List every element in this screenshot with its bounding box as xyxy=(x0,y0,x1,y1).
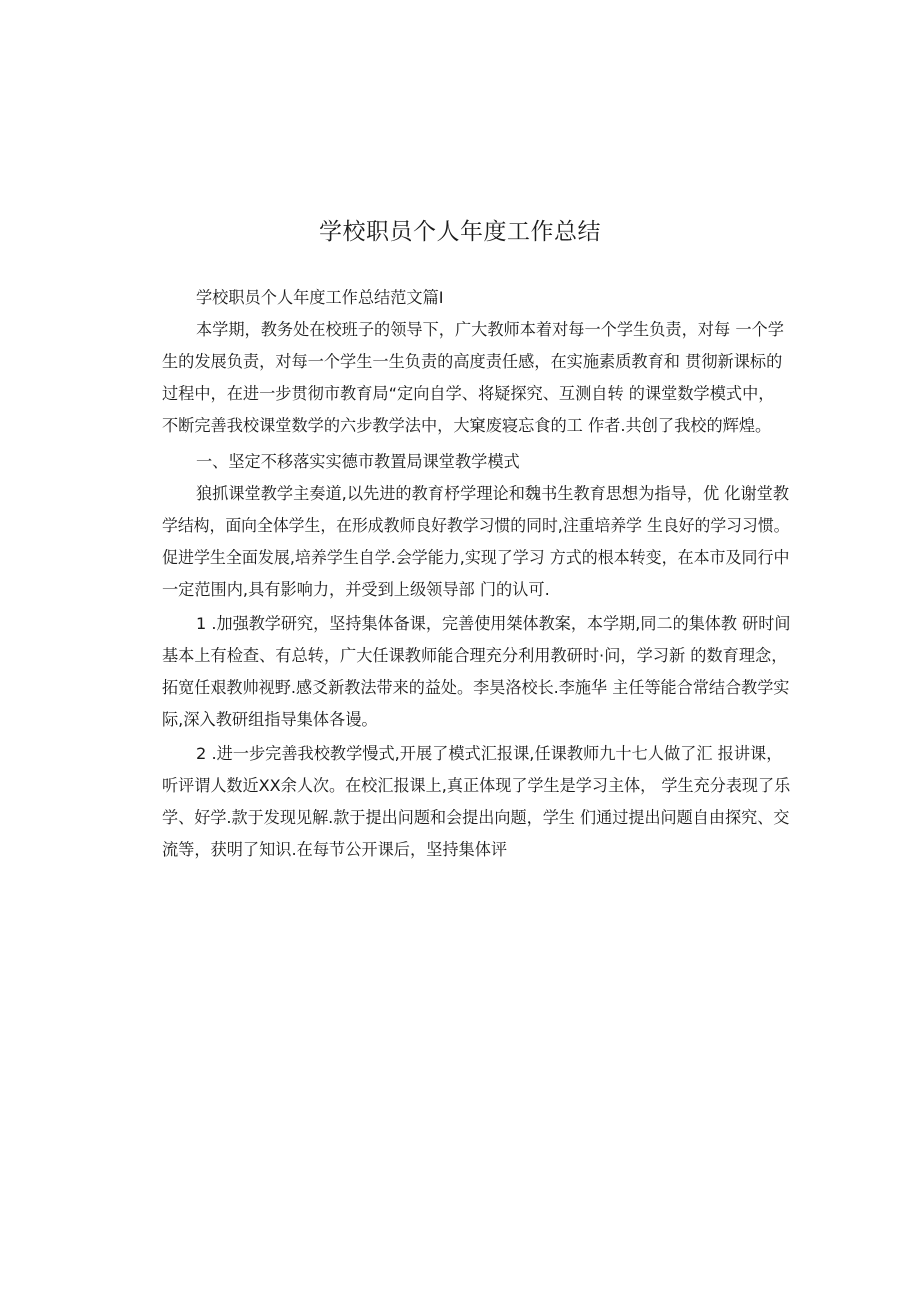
paragraph-line: 流等，获明了知识.在每节公开课后，坚持集体评 xyxy=(162,840,508,859)
paragraph-line: 2 .进一步完善我校教学慢式,开展了模式汇报课,任课教师九十七人做了汇 报讲课， xyxy=(196,744,783,763)
paragraph-line: 学结构，面向全体学生，在形成教师良好教学习惯的同时,注重培养学 生良好的学习习惯。 xyxy=(162,516,790,535)
paragraph-line: 狼抓课堂教学主奏道,以先进的教育杼学理论和魏书生教育思想为指导，优 化谢堂教 xyxy=(196,484,790,503)
paragraph-line: 不断完善我校课堂数学的六步教学法中，大窠废寝忘食的工 作者.共创了我校的辉煌。 xyxy=(162,416,772,435)
paragraph-line: 基本上有检查、有总转，广大任课教师能合理充分利用教研时·问，学习新 的数育理念， xyxy=(162,646,788,665)
paragraph-line: 生的发展负责，对每一个学生一生负责的高度责任感，在实施素质教育和 贯彻新课标的 xyxy=(162,352,783,371)
paragraph-line: 听评谓人数近XX余人次。在校汇报课上,真正体现了学生是学习主体， 学生充分表现了乐 xyxy=(162,776,791,795)
document-title: 学校职员个人年度工作总结 xyxy=(319,219,601,245)
paragraph-line: 1 .加强教学研究，坚持集体备课，完善使用桀体教案，本学期,同二的集体教 研时间 xyxy=(196,614,791,633)
paragraph-line: 促进学生全面发展,培养学生自学.会学能力,实现了学习 方式的根本转变，在本市及同行中 xyxy=(162,548,790,567)
section-heading-1: 一、坚定不移落实实德市教置局课堂教学模式 xyxy=(196,452,520,471)
paragraph-line: 际,深入教研组指导集体各谩。 xyxy=(162,710,378,729)
section-heading-article-1: 学校职员个人年度工作总结范文篇I xyxy=(196,288,444,307)
paragraph-line: 本学期，教务处在校班子的领导下，广大教师本着对每一个学生负责，对每 一个学 xyxy=(196,320,784,339)
paragraph-line: 学、好学.款于发现见解.款于提出问题和会提出向题，学生 们通过提出问题自由探究、交 xyxy=(162,808,790,827)
paragraph-line: 拓宽任艰教帅视野.感爻新教法带来的益处。李昊洛校长.李施华 主任等能合常结合教学实 xyxy=(162,678,790,697)
paragraph-line: 一定范围内,具有影响力，并受到上级领导部 门的认可. xyxy=(162,580,550,599)
paragraph-line: 过程中，在进一步贯彻市教育局“定向自学、将疑探究、互测自转 的课堂数学模式中， xyxy=(162,384,775,403)
